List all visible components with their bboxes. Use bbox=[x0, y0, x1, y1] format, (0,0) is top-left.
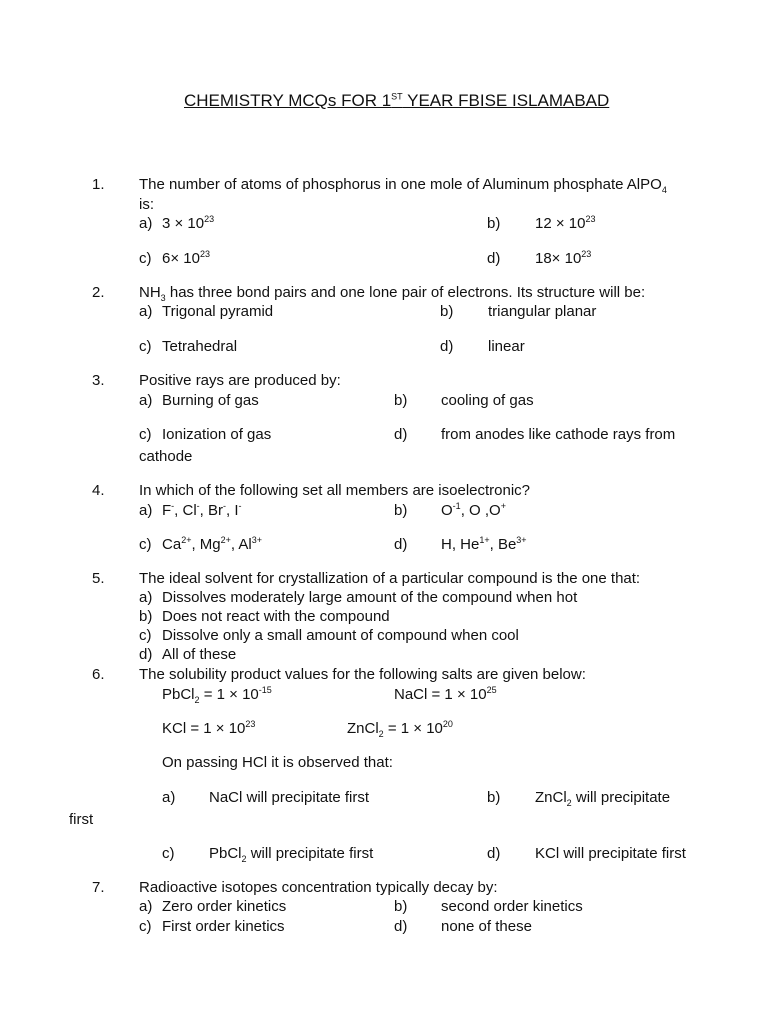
q4-a-br-charge: - bbox=[223, 501, 227, 511]
q4-c-mg: , Mg bbox=[191, 536, 221, 553]
q6-observation: On passing HCl it is observed that: bbox=[162, 754, 393, 771]
q4-c-al: , Al bbox=[230, 536, 252, 553]
q6-b-pre: ZnCl bbox=[535, 789, 567, 806]
q1-a-exp: 23 bbox=[204, 214, 215, 224]
q6-pbcl2-value bbox=[162, 686, 272, 704]
page-title bbox=[184, 92, 609, 110]
q5-option-b-key: b) bbox=[139, 608, 153, 625]
q3-option-b: cooling of gas bbox=[441, 392, 534, 409]
q6-c-pre: PbCl bbox=[209, 845, 242, 862]
q4-b-o2: , O ,O bbox=[460, 502, 501, 519]
q1-d-base: 18× 10 bbox=[535, 250, 582, 267]
q3-option-d-key: d) bbox=[394, 426, 408, 443]
q7-text: Radioactive isotopes concentration typically decay by: bbox=[139, 879, 498, 896]
q3-option-c-key: c) bbox=[139, 426, 152, 443]
q1-d-exp: 23 bbox=[581, 249, 592, 259]
q6-option-b-continued: first bbox=[69, 811, 94, 828]
q2-option-c: Tetrahedral bbox=[162, 338, 238, 355]
q1-option-b bbox=[535, 215, 595, 233]
q6-option-b bbox=[535, 789, 670, 807]
q4-a-i-charge: - bbox=[238, 501, 242, 511]
q4-option-a-key: a) bbox=[139, 502, 153, 519]
q4-b-o1-charge: -1 bbox=[452, 501, 461, 511]
q2-text bbox=[139, 284, 645, 302]
q6-option-b-key: b) bbox=[487, 789, 501, 806]
q4-text: In which of the following set all members are isoelectronic? bbox=[139, 482, 531, 499]
q5-option-a-key: a) bbox=[139, 589, 153, 606]
q4-option-d-key: d) bbox=[394, 536, 408, 553]
q6-zncl2-mid: = 1 × 10 bbox=[383, 720, 443, 737]
q4-b-o1: O bbox=[441, 502, 453, 519]
q6-option-c bbox=[209, 845, 373, 863]
q6-number: 6. bbox=[92, 666, 105, 683]
q4-b-o2-charge: + bbox=[500, 501, 506, 511]
q1-text-main: The number of atoms of phosphorus in one mole of Aluminum phosphate AlPO bbox=[139, 176, 662, 193]
q6-option-d-key: d) bbox=[487, 845, 501, 862]
q6-option-a-key: a) bbox=[162, 789, 176, 806]
q7-option-c: First order kinetics bbox=[162, 918, 285, 935]
q2-text-post: has three bond pairs and one lone pair of electrons. Its structure will be: bbox=[165, 284, 646, 301]
q4-a-br: , Br bbox=[199, 502, 224, 519]
q3-option-c: Ionization of gas bbox=[162, 426, 272, 443]
q1-subscript: 4 bbox=[661, 185, 667, 195]
q2-option-c-key: c) bbox=[139, 338, 152, 355]
q1-c-base: 6× 10 bbox=[162, 250, 200, 267]
q4-a-f: F bbox=[162, 502, 172, 519]
q2-subscript: 3 bbox=[160, 293, 166, 303]
q3-option-d: from anodes like cathode rays from bbox=[441, 426, 676, 443]
q2-option-b: triangular planar bbox=[488, 303, 597, 320]
q4-a-f-charge: - bbox=[171, 501, 175, 511]
q1-a-base: 3 × 10 bbox=[162, 215, 205, 232]
q7-option-d-key: d) bbox=[394, 918, 408, 935]
q3-text: Positive rays are produced by: bbox=[139, 372, 341, 389]
q1-option-a bbox=[162, 215, 214, 233]
title-superscript: ST bbox=[391, 91, 403, 102]
q3-option-a-key: a) bbox=[139, 392, 153, 409]
q6-pbcl2-sub: 2 bbox=[194, 695, 200, 705]
q7-option-a: Zero order kinetics bbox=[162, 898, 287, 915]
q6-kcl-value bbox=[162, 720, 255, 738]
q4-option-a bbox=[162, 502, 242, 520]
q4-a-cl-charge: - bbox=[196, 501, 200, 511]
q5-option-c-key: c) bbox=[139, 627, 152, 644]
q6-zncl2-sub: 2 bbox=[378, 729, 384, 739]
q6-kcl-exp: 23 bbox=[245, 719, 256, 729]
q4-option-d bbox=[441, 536, 527, 554]
q6-b-post: will precipitate bbox=[571, 789, 671, 806]
q6-nacl-pre: NaCl = 1 × 10 bbox=[394, 686, 487, 703]
q4-option-b bbox=[441, 502, 506, 520]
q6-pbcl2-mid: = 1 × 10 bbox=[199, 686, 259, 703]
q5-option-c: Dissolve only a small amount of compound when cool bbox=[162, 627, 519, 644]
q4-option-c-key: c) bbox=[139, 536, 152, 553]
q6-c-sub: 2 bbox=[241, 854, 247, 864]
q4-c-mg-charge: 2+ bbox=[220, 535, 231, 545]
q6-b-sub: 2 bbox=[566, 798, 572, 808]
q1-option-a-key: a) bbox=[139, 215, 153, 232]
q4-option-c bbox=[162, 536, 262, 554]
q1-c-exp: 23 bbox=[199, 249, 210, 259]
q6-c-post: will precipitate first bbox=[246, 845, 374, 862]
q1-option-c bbox=[162, 250, 210, 268]
q1-b-base: 12 × 10 bbox=[535, 215, 586, 232]
q3-option-a: Burning of gas bbox=[162, 392, 259, 409]
q7-option-c-key: c) bbox=[139, 918, 152, 935]
q7-option-d: none of these bbox=[441, 918, 532, 935]
q1-text bbox=[139, 176, 667, 194]
title-text-end: YEAR FBISE ISLAMABAD bbox=[402, 91, 610, 110]
q1-option-c-key: c) bbox=[139, 250, 152, 267]
q1-option-d-key: d) bbox=[487, 250, 501, 267]
q7-option-b: second order kinetics bbox=[441, 898, 583, 915]
q4-d-he-charge: 1+ bbox=[479, 535, 490, 545]
q4-c-al-charge: 3+ bbox=[251, 535, 263, 545]
q7-number: 7. bbox=[92, 879, 105, 896]
q6-zncl2-value bbox=[347, 720, 453, 738]
q2-option-a: Trigonal pyramid bbox=[162, 303, 274, 320]
q4-c-ca-charge: 2+ bbox=[181, 535, 192, 545]
q6-pbcl2-pre: PbCl bbox=[162, 686, 195, 703]
q3-option-b-key: b) bbox=[394, 392, 408, 409]
q6-option-a: NaCl will precipitate first bbox=[209, 789, 370, 806]
q7-option-b-key: b) bbox=[394, 898, 408, 915]
q7-option-a-key: a) bbox=[139, 898, 153, 915]
q1-option-d bbox=[535, 250, 591, 268]
q1-b-exp: 23 bbox=[585, 214, 596, 224]
q4-number: 4. bbox=[92, 482, 105, 499]
q5-number: 5. bbox=[92, 570, 105, 587]
q2-option-d: linear bbox=[488, 338, 525, 355]
q6-nacl-exp: 25 bbox=[486, 685, 497, 695]
q4-d-be-charge: 3+ bbox=[516, 535, 527, 545]
q4-c-ca: Ca bbox=[162, 536, 182, 553]
q5-option-d-key: d) bbox=[139, 646, 153, 663]
q5-text: The ideal solvent for crystallization of a particular compound is the one that: bbox=[139, 570, 641, 587]
q6-text: The solubility product values for the following salts are given below: bbox=[139, 666, 586, 683]
q2-option-a-key: a) bbox=[139, 303, 153, 320]
q4-d-be: , Be bbox=[489, 536, 517, 553]
q3-number: 3. bbox=[92, 372, 105, 389]
title-text-start: CHEMISTRY MCQs FOR 1 bbox=[184, 91, 392, 110]
q1-text-line2: is: bbox=[139, 196, 154, 213]
q6-kcl-pre: KCl = 1 × 10 bbox=[162, 720, 246, 737]
q1-option-b-key: b) bbox=[487, 215, 501, 232]
q6-pbcl2-exp: -15 bbox=[258, 685, 272, 695]
q2-number: 2. bbox=[92, 284, 105, 301]
q2-option-b-key: b) bbox=[440, 303, 454, 320]
q5-option-a: Dissolves moderately large amount of the compound when hot bbox=[162, 589, 578, 606]
q5-option-d: All of these bbox=[162, 646, 237, 663]
q6-zncl2-pre: ZnCl bbox=[347, 720, 379, 737]
q4-d-h: H, He bbox=[441, 536, 480, 553]
q6-option-d: KCl will precipitate first bbox=[535, 845, 686, 862]
q6-option-c-key: c) bbox=[162, 845, 175, 862]
q6-nacl-value bbox=[394, 686, 497, 704]
q2-text-pre: NH bbox=[139, 284, 161, 301]
q1-number: 1. bbox=[92, 176, 105, 193]
q5-option-b: Does not react with the compound bbox=[162, 608, 390, 625]
q4-option-b-key: b) bbox=[394, 502, 408, 519]
q4-a-i: , I bbox=[226, 502, 239, 519]
q4-a-cl: , Cl bbox=[174, 502, 197, 519]
q2-option-d-key: d) bbox=[440, 338, 454, 355]
q6-zncl2-exp: 20 bbox=[442, 719, 453, 729]
q3-option-d-continued: cathode bbox=[139, 448, 193, 465]
